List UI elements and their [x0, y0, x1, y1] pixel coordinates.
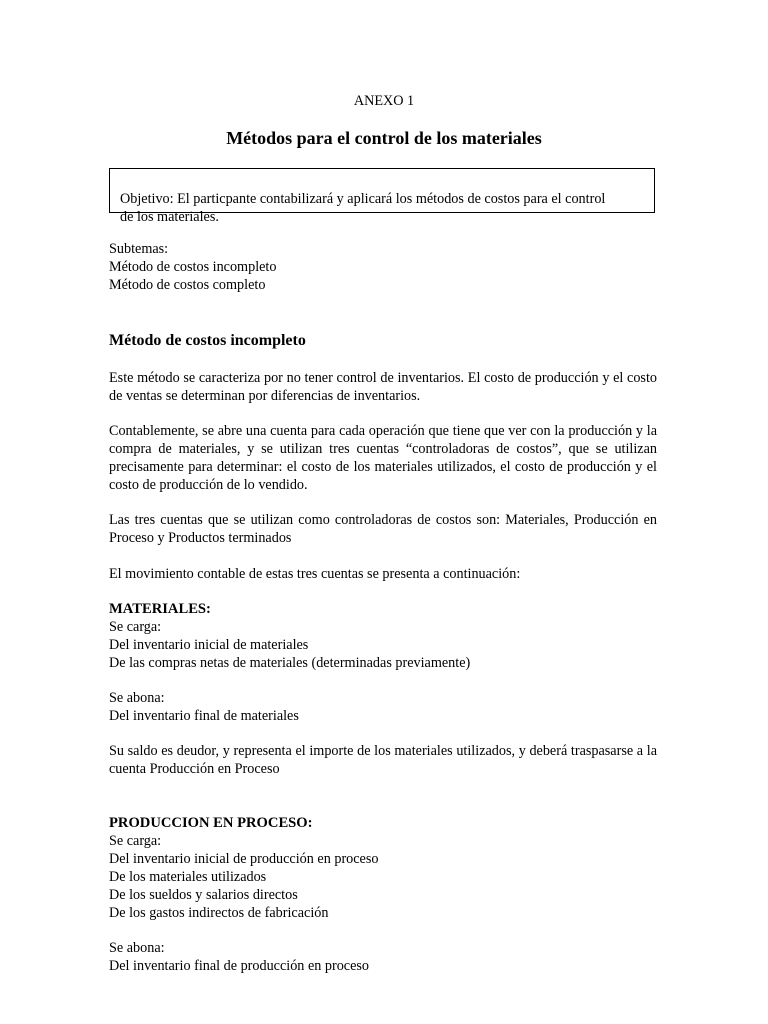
subtopics-label: Subtemas:	[109, 241, 169, 257]
paragraph: Contablemente, se abre una cuenta para cada operación que tiene que ver con la producción y la compra de materiales, y se utilizan tres cuentas “controladoras de costos”, que se utilizan precisamente para determinar: el costo de los materiales utilizados, el costo de producción y el costo de producción de lo vendido.	[109, 423, 657, 493]
materiales-charges	[109, 618, 470, 672]
charge-label: Se carga:	[109, 619, 162, 635]
produccion-credits	[109, 939, 369, 975]
credit-item: Del inventario final de producción en proceso	[109, 958, 370, 974]
paragraph: El movimiento contable de estas tres cuentas se presenta a continuación:	[109, 566, 521, 582]
credit-label: Se abona:	[109, 690, 165, 706]
objective-text: Objetivo: El particpante contabilizará y aplicará los métodos de costos para el control de los materiales.	[120, 191, 606, 226]
annex-label: ANEXO 1	[353, 93, 415, 109]
charge-item: Del inventario inicial de producción en proceso	[109, 851, 379, 867]
credit-item: Del inventario final de materiales	[109, 708, 299, 724]
charge-item: De los gastos indirectos de fabricación	[109, 905, 329, 921]
materiales-balance: Su saldo es deudor, y representa el importe de los materiales utilizados, y deberá traspasarse a la cuenta Producción en Proceso	[109, 743, 657, 777]
paragraph: Las tres cuentas que se utilizan como controladoras de costos son: Materiales, Producción en Proceso y Productos terminados	[109, 512, 657, 546]
subtopic-item: Método de costos completo	[109, 277, 266, 293]
credit-label: Se abona:	[109, 940, 165, 956]
page-title: Métodos para el control de los materiales	[226, 128, 542, 148]
subtopic-item: Método de costos incompleto	[109, 259, 277, 275]
objective-box	[109, 168, 655, 226]
produccion-heading: PRODUCCION EN PROCESO:	[109, 815, 313, 831]
charge-item: Del inventario inicial de materiales	[109, 637, 309, 653]
materiales-heading: MATERIALES:	[109, 601, 211, 617]
charge-item: De las compras netas de materiales (determinadas previamente)	[109, 655, 471, 671]
section-heading: Método de costos incompleto	[109, 332, 306, 349]
charge-label: Se carga:	[109, 833, 162, 849]
charge-item: De los materiales utilizados	[109, 869, 267, 885]
materiales-credits	[109, 689, 299, 725]
produccion-charges	[109, 832, 378, 922]
paragraph: Este método se caracteriza por no tener control de inventarios. El costo de producción y el costo de ventas se determinan por diferencias de inventarios.	[109, 370, 657, 404]
subtopics-block	[109, 240, 276, 294]
charge-item: De los sueldos y salarios directos	[109, 887, 298, 903]
